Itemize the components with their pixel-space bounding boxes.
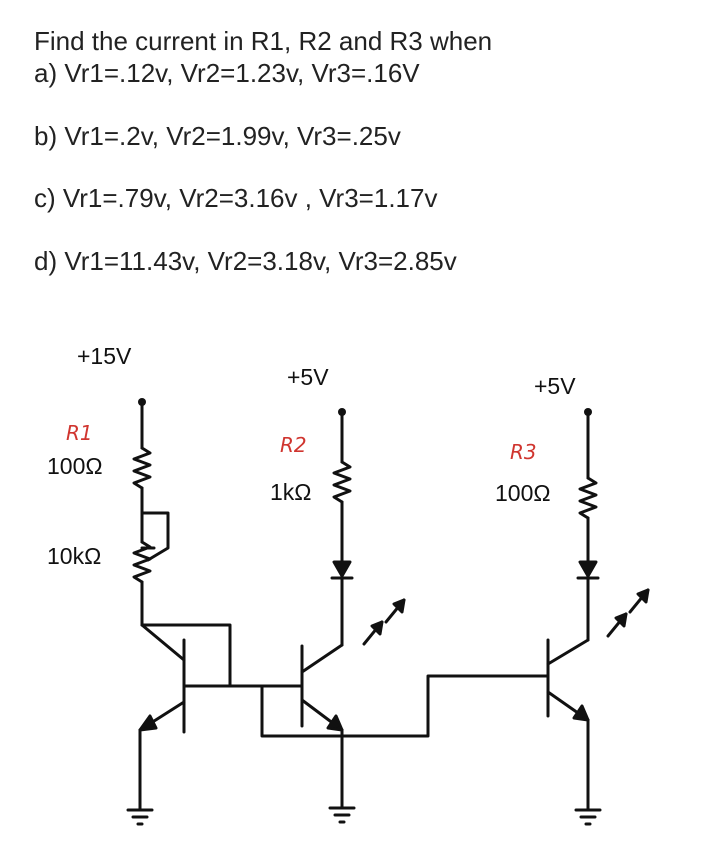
mid-supply-node — [338, 408, 346, 462]
r1-tag: R1 — [66, 421, 93, 445]
led-mid — [332, 562, 404, 645]
r1-value-label: 100Ω — [47, 453, 103, 479]
supply-left-label: +15V — [77, 343, 132, 369]
q3-base-wire — [262, 676, 548, 736]
ground-left — [128, 810, 152, 824]
left-supply-node — [138, 398, 146, 448]
ground-right — [576, 810, 600, 824]
question-part-d: d) Vr1=11.43v, Vr2=3.18v, Vr3=2.85v — [34, 246, 457, 276]
led-right — [578, 562, 648, 640]
question-part-c: c) Vr1=.79v, Vr2=3.16v , Vr3=1.17v — [34, 183, 438, 213]
question-intro: Find the current in R1, R2 and R3 when — [34, 26, 493, 56]
transistor-q1 — [140, 625, 184, 810]
supply-mid-label: +5V — [287, 364, 329, 390]
pot-wiper — [142, 513, 168, 560]
r3-resistor — [580, 478, 596, 518]
r3-value-label: 100Ω — [495, 480, 551, 506]
supply-right-label: +5V — [534, 373, 576, 399]
question-part-b: b) Vr1=.2v, Vr2=1.99v, Vr3=.25v — [34, 121, 401, 151]
r3-tag: R3 — [510, 440, 537, 464]
question-part-a: a) Vr1=.12v, Vr2=1.23v, Vr3=.16V — [34, 58, 420, 88]
r-pot-value-label: 10kΩ — [47, 543, 102, 569]
r2-resistor — [334, 462, 350, 502]
r1-resistor — [134, 448, 150, 488]
transistor-q3 — [548, 640, 588, 810]
transistor-q2 — [302, 645, 342, 808]
r2-value-label: 1kΩ — [270, 479, 312, 505]
r2-tag: R2 — [280, 433, 307, 457]
right-supply-node — [584, 408, 592, 478]
ground-mid — [330, 808, 354, 822]
